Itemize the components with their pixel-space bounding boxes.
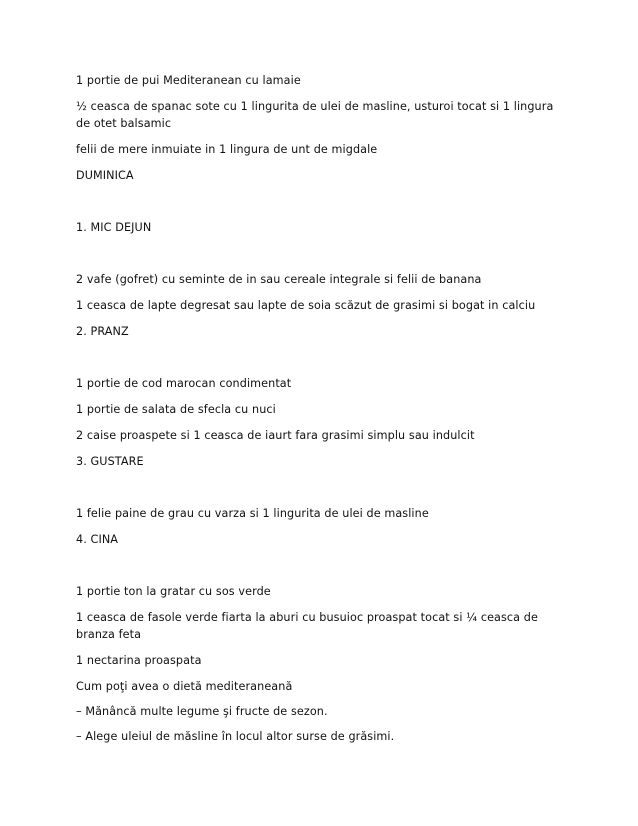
tip-olive-oil: – Alege uleiul de măsline în locul altor surse de grăsimi. [76, 730, 395, 743]
day-heading-sunday: DUMINICA [76, 169, 134, 182]
section-heading-mediterranean-diet: Cum poţi avea o dietă mediteraneană [76, 680, 293, 693]
menu-item-spinach: ½ ceasca de spanac sote cu 1 lingurita de ulei de masline, usturoi tocat si 1 lingura de otet balsamic [76, 100, 554, 130]
menu-item-green-beans: 1 ceasca de fasole verde fiarta la aburi cu busuioc proaspat tocat si ¼ ceasca de branza feta [76, 611, 538, 641]
menu-item-tuna: 1 portie ton la gratar cu sos verde [76, 585, 271, 598]
menu-item-beet-salad: 1 portie de salata de sfecla cu nuci [76, 403, 276, 416]
document-body [76, 72, 566, 754]
tip-vegetables-fruits: – Mănâncă multe legume şi fructe de sezon. [76, 705, 328, 718]
menu-item-apricots: 2 caise proaspete si 1 ceasca de iaurt fara grasimi simplu sau indulcit [76, 429, 475, 442]
meal-heading-breakfast: 1. MIC DEJUN [76, 221, 152, 234]
menu-item-cod: 1 portie de cod marocan condimentat [76, 377, 292, 390]
menu-item-nectarine: 1 nectarina proaspata [76, 654, 202, 667]
menu-item-waffles: 2 vafe (gofret) cu seminte de in sau cereale integrale si felii de banana [76, 273, 482, 286]
menu-item-bread: 1 felie paine de grau cu varza si 1 lingurita de ulei de masline [76, 507, 429, 520]
meal-heading-snack: 3. GUSTARE [76, 455, 144, 468]
menu-item-chicken: 1 portie de pui Mediteranean cu lamaie [76, 74, 301, 87]
menu-item-milk: 1 ceasca de lapte degresat sau lapte de soia scăzut de grasimi si bogat in calciu [76, 299, 536, 312]
meal-heading-lunch: 2. PRANZ [76, 325, 129, 338]
menu-item-apples: felii de mere inmuiate in 1 lingura de unt de migdale [76, 143, 378, 156]
meal-heading-dinner: 4. CINA [76, 533, 119, 546]
